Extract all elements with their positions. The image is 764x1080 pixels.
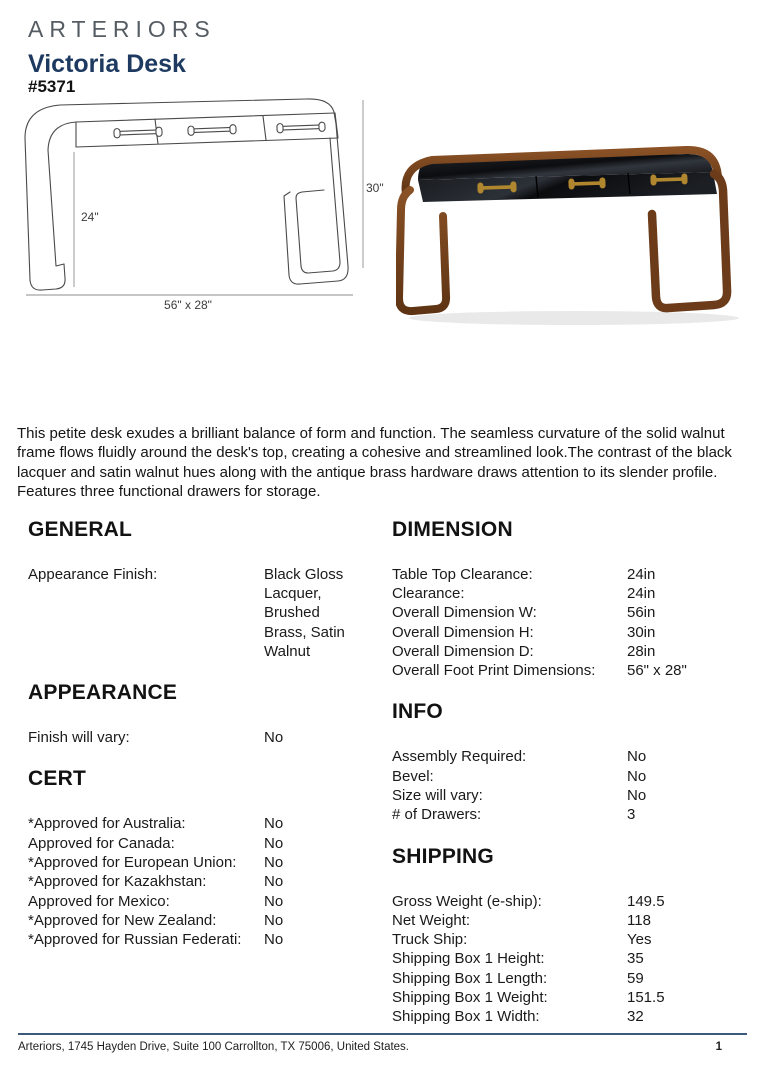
section-shipping (392, 845, 736, 1027)
spec-label: *Approved for Russian Federati: (28, 931, 242, 949)
spec-label: *Approved for Australia: (28, 815, 186, 833)
spec-value: No (264, 911, 284, 929)
spec-row (392, 892, 736, 911)
spec-label: Shipping Box 1 Length: (392, 969, 548, 987)
section-info (392, 700, 736, 824)
spec-label: Appearance Finish: (28, 565, 158, 583)
drawer-divider (263, 116, 266, 140)
section-title: APPEARANCE (28, 681, 178, 705)
spec-row (28, 853, 364, 872)
spec-label: Overall Foot Print Dimensions: (392, 662, 596, 680)
technical-line-drawing (18, 98, 390, 320)
spec-label: Table Top Clearance: (392, 565, 533, 583)
spec-row (392, 1007, 736, 1026)
spec-label: *Approved for European Union: (28, 854, 237, 871)
drawer-handle (114, 127, 162, 138)
spec-label: Overall Dimension W: (392, 604, 537, 622)
section-general (28, 518, 364, 661)
spec-value: No (264, 729, 284, 747)
product-photo (396, 130, 758, 332)
spec-row (392, 786, 736, 805)
section-title: DIMENSION (392, 517, 513, 541)
spec-label: Assembly Required: (392, 748, 527, 766)
spec-value: No (627, 767, 647, 785)
spec-value: 30in (627, 623, 656, 641)
spec-label: Gross Weight (e-ship): (392, 892, 542, 910)
spec-label: Size will vary: (392, 787, 483, 804)
photo-shadow (409, 311, 739, 325)
dimension-label-footprint: 56" x 28" (164, 298, 212, 312)
spec-row (392, 565, 736, 584)
spec-value: Yes (627, 931, 652, 949)
spec-row (392, 911, 736, 930)
spec-value: 149.5 (627, 892, 665, 910)
spec-value: 24in (627, 565, 656, 583)
section-title: GENERAL (28, 517, 133, 541)
spec-row (392, 988, 736, 1007)
dimension-label-24: 24" (81, 210, 99, 224)
spec-value: No (264, 931, 284, 949)
spec-row (28, 728, 364, 747)
spec-label: Shipping Box 1 Width: (392, 1008, 540, 1026)
spec-value: No (264, 854, 284, 871)
section-title: SHIPPING (392, 844, 494, 868)
spec-value: 151.5 (627, 989, 665, 1007)
spec-rows (28, 814, 364, 949)
footer (0, 1033, 764, 1053)
spec-label: Truck Ship: (392, 931, 468, 949)
dimension-label-30: 30" (366, 181, 384, 195)
section-title: CERT (28, 767, 86, 791)
product-description: This petite desk exudes a brilliant balance of form and function. The seamless curvature of the solid walnut frame flows fluidly around the desk's top, creating a cohesive and streamlined look.The contrast of the black lacquer and satin walnut hues along with the antique brass hardware draws attention to its slender profile. Features three functional drawers for storage. (17, 425, 732, 501)
spec-value: Black Gloss Lacquer, Brushed Brass, Satin Walnut (264, 565, 345, 660)
spec-value: No (627, 787, 647, 804)
walnut-leg-left (399, 190, 446, 311)
product-sku: #5371 (28, 77, 76, 96)
figures-row (0, 96, 764, 424)
spec-row (392, 969, 736, 988)
spec-rows (28, 565, 364, 661)
spec-label: Clearance: (392, 584, 465, 602)
spec-label: Net Weight: (392, 911, 471, 929)
spec-label: Bevel: (392, 767, 434, 785)
spec-label: Overall Dimension D: (392, 642, 534, 660)
spec-rows (392, 747, 736, 824)
spec-value: No (264, 815, 284, 833)
spec-row (392, 767, 736, 786)
spec-label: Approved for Canada: (28, 834, 175, 852)
spec-row (392, 661, 736, 680)
spec-value: 24in (627, 584, 656, 602)
brand-logo: ARTERIORS (28, 16, 216, 42)
spec-label: Overall Dimension H: (392, 623, 534, 641)
section-title: INFO (392, 700, 443, 724)
spec-label: Shipping Box 1 Weight: (392, 989, 548, 1007)
spec-row (392, 603, 736, 622)
spec-row (392, 642, 736, 661)
spec-label: Finish will vary: (28, 729, 130, 747)
header (0, 0, 764, 96)
spec-row (392, 747, 736, 766)
spec-label: *Approved for New Zealand: (28, 911, 217, 929)
spec-value: 32 (627, 1008, 644, 1026)
spec-column-right (392, 504, 736, 1027)
spec-value: No (264, 834, 284, 852)
spec-row (28, 911, 364, 930)
footer-rule (18, 1033, 747, 1035)
spec-row (28, 565, 364, 661)
spec-column-left (28, 504, 364, 1027)
spec-label: Approved for Mexico: (28, 892, 170, 910)
spec-row (28, 814, 364, 833)
spec-row (28, 930, 364, 949)
spec-value: 118 (627, 911, 651, 929)
spec-row (28, 892, 364, 911)
spec-row (392, 584, 736, 603)
spec-value: No (264, 873, 284, 891)
section-dimension (392, 518, 736, 681)
spec-label: # of Drawers: (392, 806, 482, 824)
spec-rows (392, 565, 736, 681)
spec-rows (28, 728, 364, 747)
footer-address: Arteriors, 1745 Hayden Drive, Suite 100 Carrollton, TX 75006, United States. (18, 1041, 409, 1053)
section-cert (28, 767, 364, 949)
spec-value: 59 (627, 969, 644, 987)
spec-value: No (264, 892, 284, 910)
drawer-handle (188, 125, 236, 136)
section-appearance (28, 681, 364, 747)
page-title: Victoria Desk (28, 50, 186, 78)
page-number: 1 (715, 1041, 722, 1053)
spec-label: Shipping Box 1 Height: (392, 950, 545, 968)
spec-value: 3 (627, 806, 636, 824)
spec-value: 28in (627, 642, 656, 660)
spec-label: *Approved for Kazakhstan: (28, 873, 207, 891)
spec-row (28, 834, 364, 853)
spec-value: No (627, 748, 647, 766)
spec-rows (392, 892, 736, 1027)
spec-value: 56in (627, 604, 656, 622)
spec-value: 35 (627, 950, 644, 968)
spec-value: 56" x 28" (627, 662, 687, 680)
spec-columns (0, 504, 764, 1027)
spec-row (392, 949, 736, 968)
spec-row (392, 805, 736, 824)
spec-row (28, 872, 364, 891)
spec-row (392, 623, 736, 642)
spec-row (392, 930, 736, 949)
drawer-handle (277, 122, 325, 133)
